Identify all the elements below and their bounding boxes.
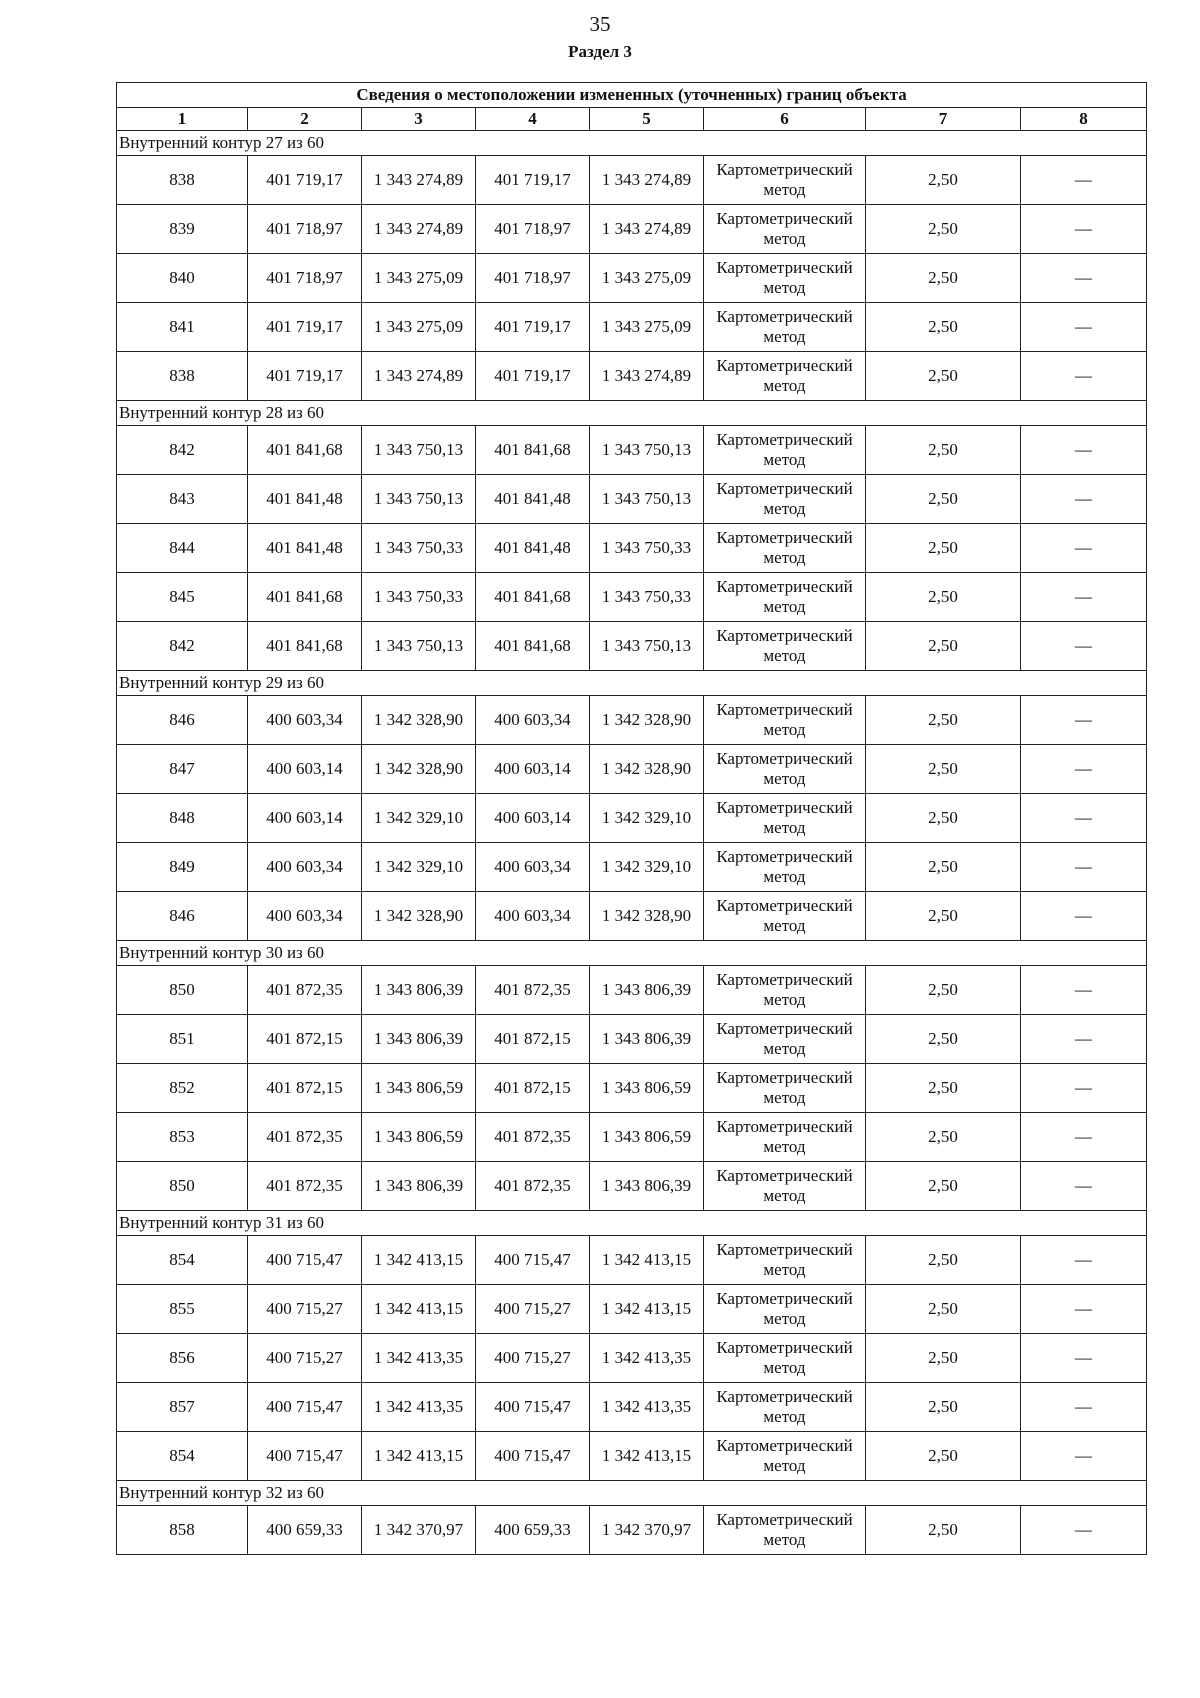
point-number: 839 xyxy=(117,205,248,254)
point-description: — xyxy=(1021,892,1147,941)
x-coordinate-existing: 400 715,47 xyxy=(248,1236,362,1285)
point-description: — xyxy=(1021,352,1147,401)
section-title: Раздел 3 xyxy=(568,42,632,61)
point-number: 838 xyxy=(117,352,248,401)
x-coordinate-refined: 400 715,27 xyxy=(476,1334,590,1383)
table-row xyxy=(117,205,1147,254)
point-description: — xyxy=(1021,1064,1147,1113)
x-coordinate-existing: 401 841,48 xyxy=(248,524,362,573)
positional-precision: 2,50 xyxy=(866,303,1021,352)
y-coordinate-existing: 1 342 413,35 xyxy=(362,1334,476,1383)
x-coordinate-existing: 400 603,34 xyxy=(248,892,362,941)
point-number: 842 xyxy=(117,426,248,475)
determination-method: Картометрический метод xyxy=(704,1015,866,1064)
positional-precision: 2,50 xyxy=(866,1236,1021,1285)
point-number: 851 xyxy=(117,1015,248,1064)
y-coordinate-existing: 1 343 806,39 xyxy=(362,1162,476,1211)
determination-method: Картометрический метод xyxy=(704,573,866,622)
positional-precision: 2,50 xyxy=(866,745,1021,794)
contour-title: Внутренний контур 28 из 60 xyxy=(117,401,1147,426)
x-coordinate-existing: 400 715,47 xyxy=(248,1432,362,1481)
determination-method: Картометрический метод xyxy=(704,303,866,352)
y-coordinate-refined: 1 342 413,15 xyxy=(590,1236,704,1285)
positional-precision: 2,50 xyxy=(866,254,1021,303)
positional-precision: 2,50 xyxy=(866,966,1021,1015)
x-coordinate-refined: 401 718,97 xyxy=(476,205,590,254)
table-row xyxy=(117,1015,1147,1064)
determination-method: Картометрический метод xyxy=(704,1334,866,1383)
x-coordinate-refined: 400 715,47 xyxy=(476,1236,590,1285)
positional-precision: 2,50 xyxy=(866,352,1021,401)
y-coordinate-existing: 1 343 750,33 xyxy=(362,524,476,573)
table-caption: Сведения о местоположении измененных (уточненных) границ объекта xyxy=(117,83,1147,108)
point-description: — xyxy=(1021,1015,1147,1064)
x-coordinate-refined: 400 603,14 xyxy=(476,794,590,843)
table-row xyxy=(117,1236,1147,1285)
y-coordinate-refined: 1 343 806,39 xyxy=(590,1015,704,1064)
x-coordinate-refined: 400 715,27 xyxy=(476,1285,590,1334)
determination-method: Картометрический метод xyxy=(704,1506,866,1555)
y-coordinate-existing: 1 343 750,33 xyxy=(362,573,476,622)
point-number: 844 xyxy=(117,524,248,573)
y-coordinate-existing: 1 343 274,89 xyxy=(362,156,476,205)
point-description: — xyxy=(1021,843,1147,892)
y-coordinate-existing: 1 342 413,15 xyxy=(362,1285,476,1334)
determination-method: Картометрический метод xyxy=(704,843,866,892)
determination-method: Картометрический метод xyxy=(704,352,866,401)
column-numbers-row xyxy=(117,108,1147,131)
x-coordinate-existing: 400 603,14 xyxy=(248,745,362,794)
y-coordinate-refined: 1 343 806,59 xyxy=(590,1113,704,1162)
x-coordinate-existing: 401 872,35 xyxy=(248,966,362,1015)
x-coordinate-existing: 400 603,34 xyxy=(248,696,362,745)
x-coordinate-refined: 400 659,33 xyxy=(476,1506,590,1555)
point-number: 846 xyxy=(117,696,248,745)
x-coordinate-existing: 400 715,27 xyxy=(248,1334,362,1383)
determination-method: Картометрический метод xyxy=(704,1064,866,1113)
positional-precision: 2,50 xyxy=(866,622,1021,671)
point-number: 854 xyxy=(117,1432,248,1481)
y-coordinate-existing: 1 343 750,13 xyxy=(362,426,476,475)
x-coordinate-existing: 401 872,15 xyxy=(248,1064,362,1113)
y-coordinate-refined: 1 342 413,35 xyxy=(590,1383,704,1432)
y-coordinate-refined: 1 343 274,89 xyxy=(590,352,704,401)
point-description: — xyxy=(1021,1383,1147,1432)
column-number: 7 xyxy=(866,108,1021,131)
x-coordinate-existing: 401 872,35 xyxy=(248,1162,362,1211)
point-description: — xyxy=(1021,622,1147,671)
x-coordinate-refined: 400 715,47 xyxy=(476,1432,590,1481)
y-coordinate-existing: 1 342 328,90 xyxy=(362,892,476,941)
y-coordinate-refined: 1 342 413,35 xyxy=(590,1334,704,1383)
positional-precision: 2,50 xyxy=(866,1285,1021,1334)
y-coordinate-existing: 1 342 413,15 xyxy=(362,1236,476,1285)
x-coordinate-refined: 400 603,14 xyxy=(476,745,590,794)
y-coordinate-refined: 1 343 806,59 xyxy=(590,1064,704,1113)
x-coordinate-existing: 401 872,15 xyxy=(248,1015,362,1064)
y-coordinate-refined: 1 343 274,89 xyxy=(590,156,704,205)
table-row xyxy=(117,303,1147,352)
point-number: 841 xyxy=(117,303,248,352)
positional-precision: 2,50 xyxy=(866,156,1021,205)
point-number: 842 xyxy=(117,622,248,671)
table-row xyxy=(117,156,1147,205)
table-row xyxy=(117,1064,1147,1113)
table-row xyxy=(117,426,1147,475)
contour-header-row xyxy=(117,131,1147,156)
point-description: — xyxy=(1021,254,1147,303)
x-coordinate-existing: 401 718,97 xyxy=(248,205,362,254)
x-coordinate-existing: 401 841,68 xyxy=(248,622,362,671)
y-coordinate-existing: 1 343 806,39 xyxy=(362,966,476,1015)
y-coordinate-existing: 1 343 806,59 xyxy=(362,1113,476,1162)
point-number: 850 xyxy=(117,1162,248,1211)
x-coordinate-refined: 401 718,97 xyxy=(476,254,590,303)
point-number: 850 xyxy=(117,966,248,1015)
point-description: — xyxy=(1021,1236,1147,1285)
determination-method: Картометрический метод xyxy=(704,254,866,303)
point-description: — xyxy=(1021,1113,1147,1162)
positional-precision: 2,50 xyxy=(866,843,1021,892)
y-coordinate-refined: 1 343 806,39 xyxy=(590,1162,704,1211)
table-row xyxy=(117,524,1147,573)
y-coordinate-refined: 1 343 750,13 xyxy=(590,426,704,475)
point-description: — xyxy=(1021,794,1147,843)
positional-precision: 2,50 xyxy=(866,426,1021,475)
contour-header-row xyxy=(117,1211,1147,1236)
determination-method: Картометрический метод xyxy=(704,1285,866,1334)
table-row xyxy=(117,892,1147,941)
column-number: 1 xyxy=(117,108,248,131)
x-coordinate-refined: 401 872,35 xyxy=(476,966,590,1015)
y-coordinate-refined: 1 342 370,97 xyxy=(590,1506,704,1555)
point-number: 840 xyxy=(117,254,248,303)
column-number: 6 xyxy=(704,108,866,131)
y-coordinate-refined: 1 342 328,90 xyxy=(590,745,704,794)
x-coordinate-refined: 401 841,68 xyxy=(476,573,590,622)
contour-title: Внутренний контур 27 из 60 xyxy=(117,131,1147,156)
point-description: — xyxy=(1021,205,1147,254)
y-coordinate-existing: 1 342 328,90 xyxy=(362,745,476,794)
x-coordinate-refined: 400 715,47 xyxy=(476,1383,590,1432)
table-row xyxy=(117,1162,1147,1211)
positional-precision: 2,50 xyxy=(866,524,1021,573)
x-coordinate-existing: 400 715,47 xyxy=(248,1383,362,1432)
determination-method: Картометрический метод xyxy=(704,156,866,205)
point-description: — xyxy=(1021,1432,1147,1481)
x-coordinate-refined: 401 841,68 xyxy=(476,426,590,475)
table-row xyxy=(117,843,1147,892)
y-coordinate-existing: 1 342 413,15 xyxy=(362,1432,476,1481)
point-number: 847 xyxy=(117,745,248,794)
determination-method: Картометрический метод xyxy=(704,696,866,745)
table-row xyxy=(117,254,1147,303)
y-coordinate-existing: 1 343 274,89 xyxy=(362,352,476,401)
y-coordinate-refined: 1 343 750,13 xyxy=(590,475,704,524)
determination-method: Картометрический метод xyxy=(704,1162,866,1211)
y-coordinate-existing: 1 342 370,97 xyxy=(362,1506,476,1555)
point-description: — xyxy=(1021,303,1147,352)
x-coordinate-refined: 400 603,34 xyxy=(476,843,590,892)
y-coordinate-existing: 1 342 328,90 xyxy=(362,696,476,745)
x-coordinate-refined: 401 841,68 xyxy=(476,622,590,671)
x-coordinate-refined: 401 841,48 xyxy=(476,475,590,524)
contour-title: Внутренний контур 30 из 60 xyxy=(117,941,1147,966)
positional-precision: 2,50 xyxy=(866,1506,1021,1555)
point-description: — xyxy=(1021,524,1147,573)
point-description: — xyxy=(1021,1334,1147,1383)
y-coordinate-existing: 1 342 329,10 xyxy=(362,843,476,892)
positional-precision: 2,50 xyxy=(866,1383,1021,1432)
point-description: — xyxy=(1021,1285,1147,1334)
positional-precision: 2,50 xyxy=(866,1162,1021,1211)
table-row xyxy=(117,622,1147,671)
point-description: — xyxy=(1021,1162,1147,1211)
point-description: — xyxy=(1021,573,1147,622)
x-coordinate-refined: 401 872,15 xyxy=(476,1015,590,1064)
determination-method: Картометрический метод xyxy=(704,745,866,794)
positional-precision: 2,50 xyxy=(866,696,1021,745)
determination-method: Картометрический метод xyxy=(704,794,866,843)
point-description: — xyxy=(1021,966,1147,1015)
y-coordinate-existing: 1 343 275,09 xyxy=(362,303,476,352)
determination-method: Картометрический метод xyxy=(704,1236,866,1285)
determination-method: Картометрический метод xyxy=(704,426,866,475)
contour-title: Внутренний контур 31 из 60 xyxy=(117,1211,1147,1236)
y-coordinate-existing: 1 343 275,09 xyxy=(362,254,476,303)
point-number: 838 xyxy=(117,156,248,205)
x-coordinate-existing: 401 841,68 xyxy=(248,426,362,475)
table-row xyxy=(117,1334,1147,1383)
x-coordinate-refined: 401 872,35 xyxy=(476,1162,590,1211)
y-coordinate-refined: 1 342 329,10 xyxy=(590,794,704,843)
positional-precision: 2,50 xyxy=(866,1015,1021,1064)
positional-precision: 2,50 xyxy=(866,794,1021,843)
positional-precision: 2,50 xyxy=(866,892,1021,941)
table-row xyxy=(117,475,1147,524)
contour-title: Внутренний контур 29 из 60 xyxy=(117,671,1147,696)
x-coordinate-refined: 401 719,17 xyxy=(476,303,590,352)
y-coordinate-refined: 1 342 328,90 xyxy=(590,696,704,745)
y-coordinate-refined: 1 343 275,09 xyxy=(590,254,704,303)
point-number: 855 xyxy=(117,1285,248,1334)
x-coordinate-existing: 401 872,35 xyxy=(248,1113,362,1162)
positional-precision: 2,50 xyxy=(866,1334,1021,1383)
y-coordinate-refined: 1 343 806,39 xyxy=(590,966,704,1015)
contour-header-row xyxy=(117,1481,1147,1506)
column-number: 2 xyxy=(248,108,362,131)
contour-title: Внутренний контур 32 из 60 xyxy=(117,1481,1147,1506)
y-coordinate-existing: 1 343 750,13 xyxy=(362,622,476,671)
positional-precision: 2,50 xyxy=(866,475,1021,524)
positional-precision: 2,50 xyxy=(866,1432,1021,1481)
y-coordinate-refined: 1 343 750,33 xyxy=(590,524,704,573)
determination-method: Картометрический метод xyxy=(704,1383,866,1432)
table-row xyxy=(117,696,1147,745)
x-coordinate-existing: 401 719,17 xyxy=(248,303,362,352)
column-number: 5 xyxy=(590,108,704,131)
point-description: — xyxy=(1021,475,1147,524)
determination-method: Картометрический метод xyxy=(704,892,866,941)
column-number: 4 xyxy=(476,108,590,131)
determination-method: Картометрический метод xyxy=(704,475,866,524)
y-coordinate-existing: 1 343 806,59 xyxy=(362,1064,476,1113)
x-coordinate-existing: 400 603,14 xyxy=(248,794,362,843)
table-row xyxy=(117,573,1147,622)
page-number: 35 xyxy=(589,12,611,36)
table-row xyxy=(117,794,1147,843)
y-coordinate-existing: 1 343 274,89 xyxy=(362,205,476,254)
determination-method: Картометрический метод xyxy=(704,966,866,1015)
y-coordinate-refined: 1 342 413,15 xyxy=(590,1432,704,1481)
determination-method: Картометрический метод xyxy=(704,622,866,671)
table-row xyxy=(117,1113,1147,1162)
boundary-coordinates-table xyxy=(116,82,1147,1555)
x-coordinate-existing: 401 718,97 xyxy=(248,254,362,303)
x-coordinate-refined: 400 603,34 xyxy=(476,696,590,745)
positional-precision: 2,50 xyxy=(866,1113,1021,1162)
point-number: 846 xyxy=(117,892,248,941)
y-coordinate-refined: 1 343 750,13 xyxy=(590,622,704,671)
point-description: — xyxy=(1021,156,1147,205)
x-coordinate-existing: 401 719,17 xyxy=(248,156,362,205)
x-coordinate-existing: 401 841,68 xyxy=(248,573,362,622)
determination-method: Картометрический метод xyxy=(704,1113,866,1162)
y-coordinate-existing: 1 343 806,39 xyxy=(362,1015,476,1064)
table-row xyxy=(117,1383,1147,1432)
table-row xyxy=(117,352,1147,401)
point-number: 848 xyxy=(117,794,248,843)
contour-header-row xyxy=(117,671,1147,696)
point-number: 856 xyxy=(117,1334,248,1383)
y-coordinate-existing: 1 342 413,35 xyxy=(362,1383,476,1432)
point-description: — xyxy=(1021,745,1147,794)
x-coordinate-existing: 400 603,34 xyxy=(248,843,362,892)
point-number: 853 xyxy=(117,1113,248,1162)
column-number: 8 xyxy=(1021,108,1147,131)
positional-precision: 2,50 xyxy=(866,205,1021,254)
point-description: — xyxy=(1021,1506,1147,1555)
determination-method: Картометрический метод xyxy=(704,205,866,254)
x-coordinate-existing: 400 715,27 xyxy=(248,1285,362,1334)
y-coordinate-refined: 1 342 329,10 xyxy=(590,843,704,892)
determination-method: Картометрический метод xyxy=(704,1432,866,1481)
y-coordinate-refined: 1 343 275,09 xyxy=(590,303,704,352)
determination-method: Картометрический метод xyxy=(704,524,866,573)
table-row xyxy=(117,745,1147,794)
table-row xyxy=(117,1285,1147,1334)
positional-precision: 2,50 xyxy=(866,1064,1021,1113)
x-coordinate-refined: 401 719,17 xyxy=(476,352,590,401)
x-coordinate-refined: 401 872,15 xyxy=(476,1064,590,1113)
x-coordinate-refined: 401 841,48 xyxy=(476,524,590,573)
x-coordinate-refined: 401 872,35 xyxy=(476,1113,590,1162)
point-description: — xyxy=(1021,426,1147,475)
y-coordinate-refined: 1 342 413,15 xyxy=(590,1285,704,1334)
contour-header-row xyxy=(117,941,1147,966)
table-row xyxy=(117,1506,1147,1555)
point-number: 849 xyxy=(117,843,248,892)
y-coordinate-refined: 1 342 328,90 xyxy=(590,892,704,941)
y-coordinate-existing: 1 342 329,10 xyxy=(362,794,476,843)
table-row xyxy=(117,966,1147,1015)
y-coordinate-refined: 1 343 750,33 xyxy=(590,573,704,622)
x-coordinate-existing: 400 659,33 xyxy=(248,1506,362,1555)
point-number: 843 xyxy=(117,475,248,524)
y-coordinate-refined: 1 343 274,89 xyxy=(590,205,704,254)
point-number: 854 xyxy=(117,1236,248,1285)
point-number: 858 xyxy=(117,1506,248,1555)
point-description: — xyxy=(1021,696,1147,745)
positional-precision: 2,50 xyxy=(866,573,1021,622)
y-coordinate-existing: 1 343 750,13 xyxy=(362,475,476,524)
point-number: 857 xyxy=(117,1383,248,1432)
table-caption-row xyxy=(117,83,1147,108)
x-coordinate-existing: 401 719,17 xyxy=(248,352,362,401)
table-row xyxy=(117,1432,1147,1481)
point-number: 852 xyxy=(117,1064,248,1113)
x-coordinate-refined: 400 603,34 xyxy=(476,892,590,941)
contour-header-row xyxy=(117,401,1147,426)
point-number: 845 xyxy=(117,573,248,622)
x-coordinate-existing: 401 841,48 xyxy=(248,475,362,524)
x-coordinate-refined: 401 719,17 xyxy=(476,156,590,205)
column-number: 3 xyxy=(362,108,476,131)
